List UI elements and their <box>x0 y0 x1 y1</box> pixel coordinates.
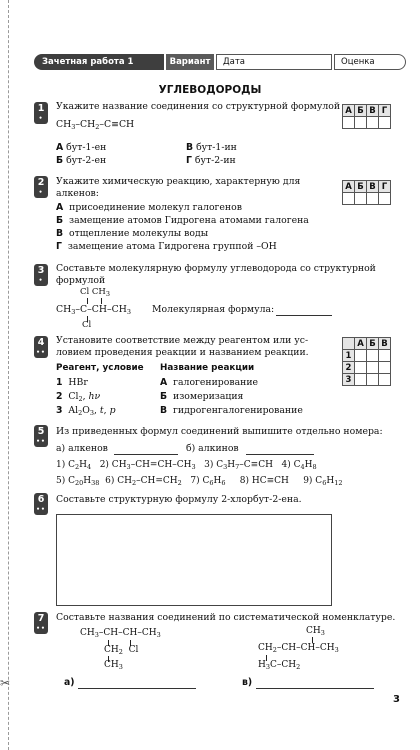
q2-option-b: Б замещение атомов Гидрогена атомами галогена <box>56 215 309 226</box>
q1-option-g: Г бут-2-ин <box>186 155 236 166</box>
scissors-icon: ✂ <box>0 676 11 690</box>
question-number-1: 1 • <box>34 102 48 124</box>
question-number-3: 3 • <box>34 264 48 286</box>
q7-text: Составьте названия соединений по систематической номенклатуре. <box>56 612 396 623</box>
q4-col2-header: Название реакции <box>160 363 255 373</box>
question-number-4: 4 •• <box>34 336 48 358</box>
q7-a-answer-line[interactable] <box>78 688 196 689</box>
q4-text-line2: ловием проведения реакции и названием реакции. <box>56 347 309 358</box>
q1-option-v: В бут-1-ин <box>186 142 237 153</box>
q1-option-b: Б бут-2-ен <box>56 155 107 166</box>
page-title: УГЛЕВОДОРОДЫ <box>158 84 262 96</box>
q7-b-answer-line[interactable] <box>256 688 374 689</box>
q3-text-line1: Составьте молекулярную формулу углеводорода со структурной <box>56 263 376 274</box>
q4-reaction-b: Б изомеризация <box>160 391 244 402</box>
q1-option-a: А бут-1-ен <box>56 142 107 153</box>
q5-text: Из приведенных формул соединений выпишите отдельно номера: <box>56 426 383 437</box>
q2-text-line2: алкенов: <box>56 188 99 199</box>
q5-label-alkynes: б) алкинов <box>186 443 239 454</box>
q6-text: Составьте структурную формулу 2-хлорбут-2-ена. <box>56 494 302 505</box>
header-bar <box>34 54 406 83</box>
question-number-7: 7 •• <box>34 612 48 634</box>
q1-formula: $CH_3-CH_2-C\equiv CH$ <box>56 119 135 131</box>
q3-answer-label: Молекулярная формула: <box>152 304 275 315</box>
q7-label-b: в) <box>242 677 253 688</box>
q5-label-alkenes: а) алкенов <box>56 443 108 454</box>
grade-field[interactable]: Оценка <box>334 54 406 70</box>
question-number-5: 5 •• <box>34 425 48 447</box>
cut-line <box>8 0 9 750</box>
q4-reagent-1: 1 HBr <box>56 377 88 388</box>
q7-label-a: а) <box>64 677 75 688</box>
date-field[interactable]: Дата <box>216 54 332 70</box>
q4-reagent-3: 3 $Al_2O_3$, t, p <box>56 405 116 417</box>
q5-formulas-line2: 5) $C_{20}H_{38}$ 6) $CH_2-CH=CH_2$ 7) $C_6H_6$ 8) HC≡CH 9) $C_6H_{12}$ <box>56 476 343 487</box>
q4-answer-grid[interactable]: А Б В 1 2 3 <box>342 337 391 386</box>
q5-alkynes-answer-line[interactable] <box>246 454 314 455</box>
q4-reaction-a: А галогенирование <box>160 377 259 388</box>
q2-option-a: А присоединение молекул галогенов <box>56 202 242 213</box>
q4-text-line1: Установите соответствие между реагентом или ус- <box>56 335 309 346</box>
question-number-6: 6 •• <box>34 493 48 515</box>
q4-col1-header: Реагент, условие <box>56 363 144 373</box>
variant-label: Вариант 2 <box>166 54 214 70</box>
question-number-2: 2 • <box>34 176 48 198</box>
work-title: Зачетная работа 1 <box>34 54 164 70</box>
q3-answer-line[interactable] <box>276 315 332 316</box>
q1-answer-grid[interactable]: А Б В Г <box>342 104 391 129</box>
q3-text-line2: формулой <box>56 275 106 286</box>
worksheet-page: ✂ Зачетная работа 1 Вариант 2 Дата Оценка УГЛЕВОДОРОДЫ 1 • Укажите название соединения со структурной формулой $CH_3-CH_2-C\equiv CH$ А Б В Г А бут-1-ен В бут-1-ин Б бут-2-ен Г бут-2-ин 2 • Укажите химическую реакцию, характерную для алкенов: А Б В Г А присоединение молекул галогенов Б замещение атомов Гидрогена атомами галогена В отщепление молекулы воды Г замещение атома Гидрогена группой –OH 3 • Составьте молекулярную формулу углеводорода со структурной формулой Cl $CH_3$ $CH_3-C-CH-CH_3$ Cl Молекулярная формула: 4 •• Установите соответствие между реагентом или ус- ловием проведения реакции и названием реакции. А Б В 1 2 3 Реагент, условие Название реакции 1 HBr 2 $Cl_2$, hν 3 $Al_2O_3$, t, p А галогенирование Б изомеризация В гидрогенгалогенирование 5 •• Из приведенных формул соединений выпишите отдельно номера: а) алкенов б) алкинов 1) $C_2H_4$ 2) $CH_3-CH=CH-CH_3$ 3) $C_3H_7-C\equiv CH$ 4) $C_4H_8$ 5) $C_{20}H_{38}$ 6) $CH_2-CH=CH_2$ 7) $C_6H_6$ 8) HC≡CH 9) $C_6H_{12}$ 6 •• Составьте структурную формулу 2-хлорбут-2-ена. 7 •• Составьте названия соединений по систематической номенклатуре. $CH_3-CH-CH-CH_3$ $CH_2$ Cl $CH_3$ $CH_3$ $CH_2-CH-CH-CH_3$ $H_3C-CH_2$ а) в) 3 <box>0 0 420 750</box>
q4-reaction-v: В гидрогенгалогенирование <box>160 405 303 416</box>
q1-text: Укажите название соединения со структурной формулой <box>56 101 341 112</box>
q2-answer-grid[interactable]: А Б В Г <box>342 180 391 205</box>
q2-text-line1: Укажите химическую реакцию, характерную для <box>56 176 301 187</box>
page-number: 3 <box>393 694 400 705</box>
q5-formulas-line1: 1) $C_2H_4$ 2) $CH_3-CH=CH-CH_3$ 3) $C_3H_7-C\equiv CH$ 4) $C_4H_8$ <box>56 460 317 471</box>
q5-alkenes-answer-line[interactable] <box>114 454 178 455</box>
q2-option-v: В отщепление молекулы воды <box>56 228 209 239</box>
q2-option-g: Г замещение атома Гидрогена группой –OH <box>56 241 277 252</box>
q4-reagent-2: 2 $Cl_2$, hν <box>56 391 101 403</box>
q6-answer-box[interactable] <box>56 514 332 606</box>
